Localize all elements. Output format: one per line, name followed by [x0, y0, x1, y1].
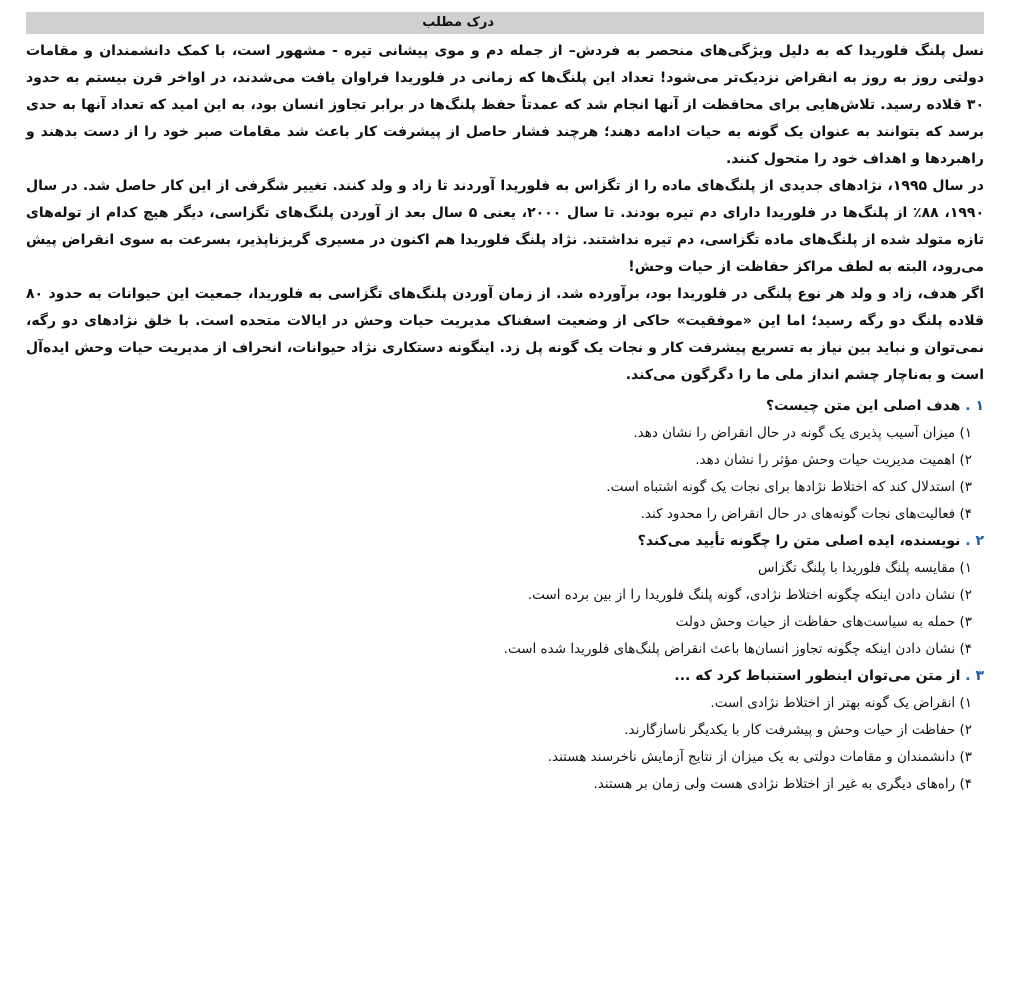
- option-4[interactable]: ۴) فعالیت‌های نجات گونه‌های در حال انقراض را محدود کند.: [640, 506, 972, 522]
- question-number: ۳ .: [965, 668, 984, 684]
- option-4[interactable]: ۴) نشان دادن اینکه چگونه تجاوز انسان‌ها باعث انقراض پلنگ‌های فلوریدا شده است.: [503, 641, 972, 657]
- option-1[interactable]: ۱) میزان آسیب پذیری یک گونه در حال انقراض را نشان دهد.: [633, 425, 972, 441]
- option-2[interactable]: ۲) اهمیت مدیریت حیات وحش مؤثر را نشان دهد.: [695, 452, 972, 468]
- question-text: هدف اصلی این متن چیست؟: [765, 398, 961, 414]
- question-2: [26, 528, 984, 663]
- questions: [26, 393, 984, 798]
- passage-paragraph-2: در سال ۱۹۹۵، نژادهای جدیدی از پلنگ‌های ماده را از تگزاس به فلوریدا آوردند تا زاد و ولد کنند. تغییر شگرفی از این کار حاصل شد. در سال ۱۹۹۰، ۸۸٪ از پلنگ‌ها در فلوریدا دارای دم تیره بودند. تا سال ۲۰۰۰، یعنی ۵ سال بعد از آوردن پلنگ‌های تگزاسی، دیگر هیچ کدام از توله‌های تازه متولد شده از پلنگ‌های ماده تگزاسی، دم تیره نداشتند. نژاد پلنگ فلوریدا هم اکنون در مسیری گریزناپذیر، بسرعت به سوی انقراض پیش می‌رود، البته به لطف مراکز حفاظت از حیات وحش!: [26, 178, 984, 275]
- question-stem: [26, 663, 984, 690]
- question-number: ۱ .: [965, 398, 984, 414]
- option-1[interactable]: ۱) انقراض یک گونه بهتر از اختلاط نژادی است.: [710, 695, 972, 711]
- option-4[interactable]: ۴) راه‌های دیگری به غیر از اختلاط نژادی هست ولی زمان بر هستند.: [593, 776, 972, 792]
- passage-paragraph-1: نسل پلنگ فلوریدا که به دلیل ویژگی‌های منحصر به فردش– از جمله دم و موی پیشانی تیره - مشهور است، با کمک دانشمندان و مقامات دولتی روز به روز به انقراض نزدیک‌تر می‌شود! تعداد این پلنگ‌ها که زمانی در فلوریدا فراوان یافت می‌شدند، در اواخر قرن بیستم به حدود ۳۰ قلاده رسید. تلاش‌هایی برای محافظت از آنها انجام شد که عمدتاً حفظ پلنگ‌ها در برابر تجاوز انسان بود، به این امید که تعداد آنها به حدی برسد که بتوانند به عنوان یک گونه به حیات ادامه دهند؛ هرچند فشار حاصل از پیشرفت کار باعث شد مقامات صبر خود را از دست بدهند و راهبردها و اهداف خود را متحول کنند.: [26, 43, 984, 167]
- option-list: [26, 555, 984, 663]
- question-stem: [26, 393, 984, 420]
- reading-comprehension-page: [26, 12, 984, 798]
- section-title: درک مطلب: [26, 12, 984, 34]
- passage-paragraph-3: اگر هدف، زاد و ولد هر نوع پلنگی در فلوریدا بود، برآورده شد. از زمان آوردن پلنگ‌های تگزاسی به فلوریدا، جمعیت این حیوانات به حدود ۸۰ قلاده پلنگ دو رگه رسید؛ اما این «موفقیت» حاکی از وضعیت اسفناک مدیریت حیات وحش در ایالات متحده است. با خلق نژادهای دو رگه، نمی‌توان و نباید بین نیاز به تسریع پیشرفت کار و نجات یک گونه پل زد. اینگونه دستکاری نژاد حیوانات، انحراف از مدیریت حیات وحش ایده‌آل است و به‌ناچار چشم انداز ملی ما را دگرگون می‌کند.: [26, 286, 984, 383]
- option-2[interactable]: ۲) حفاظت از حیات وحش و پیشرفت کار با یکدیگر ناسازگارند.: [624, 722, 972, 738]
- question-1: [26, 393, 984, 528]
- option-3[interactable]: ۳) دانشمندان و مقامات دولتی به یک میزان از نتایج آزمایش ناخرسند هستند.: [547, 749, 972, 765]
- question-number: ۲ .: [965, 533, 984, 549]
- option-2[interactable]: ۲) نشان دادن اینکه چگونه اختلاط نژادی، گونه پلنگ فلوریدا را از بین برده است.: [527, 587, 972, 603]
- question-text: از متن می‌توان اینطور استنباط کرد که ...: [674, 668, 961, 684]
- option-list: [26, 690, 984, 798]
- option-3[interactable]: ۳) حمله به سیاست‌های حفاظت از حیات وحش دولت: [675, 614, 972, 630]
- question-stem: [26, 528, 984, 555]
- option-list: [26, 420, 984, 528]
- passage: [26, 38, 984, 389]
- question-3: [26, 663, 984, 798]
- option-1[interactable]: ۱) مقایسه پلنگ فلوریدا با پلنگ تگزاس: [757, 560, 972, 576]
- question-text: نویسنده، ایده اصلی متن را چگونه تأیید می‌کند؟: [637, 533, 961, 549]
- option-3[interactable]: ۳) استدلال کند که اختلاط نژادها برای نجات یک گونه اشتباه است.: [606, 479, 972, 495]
